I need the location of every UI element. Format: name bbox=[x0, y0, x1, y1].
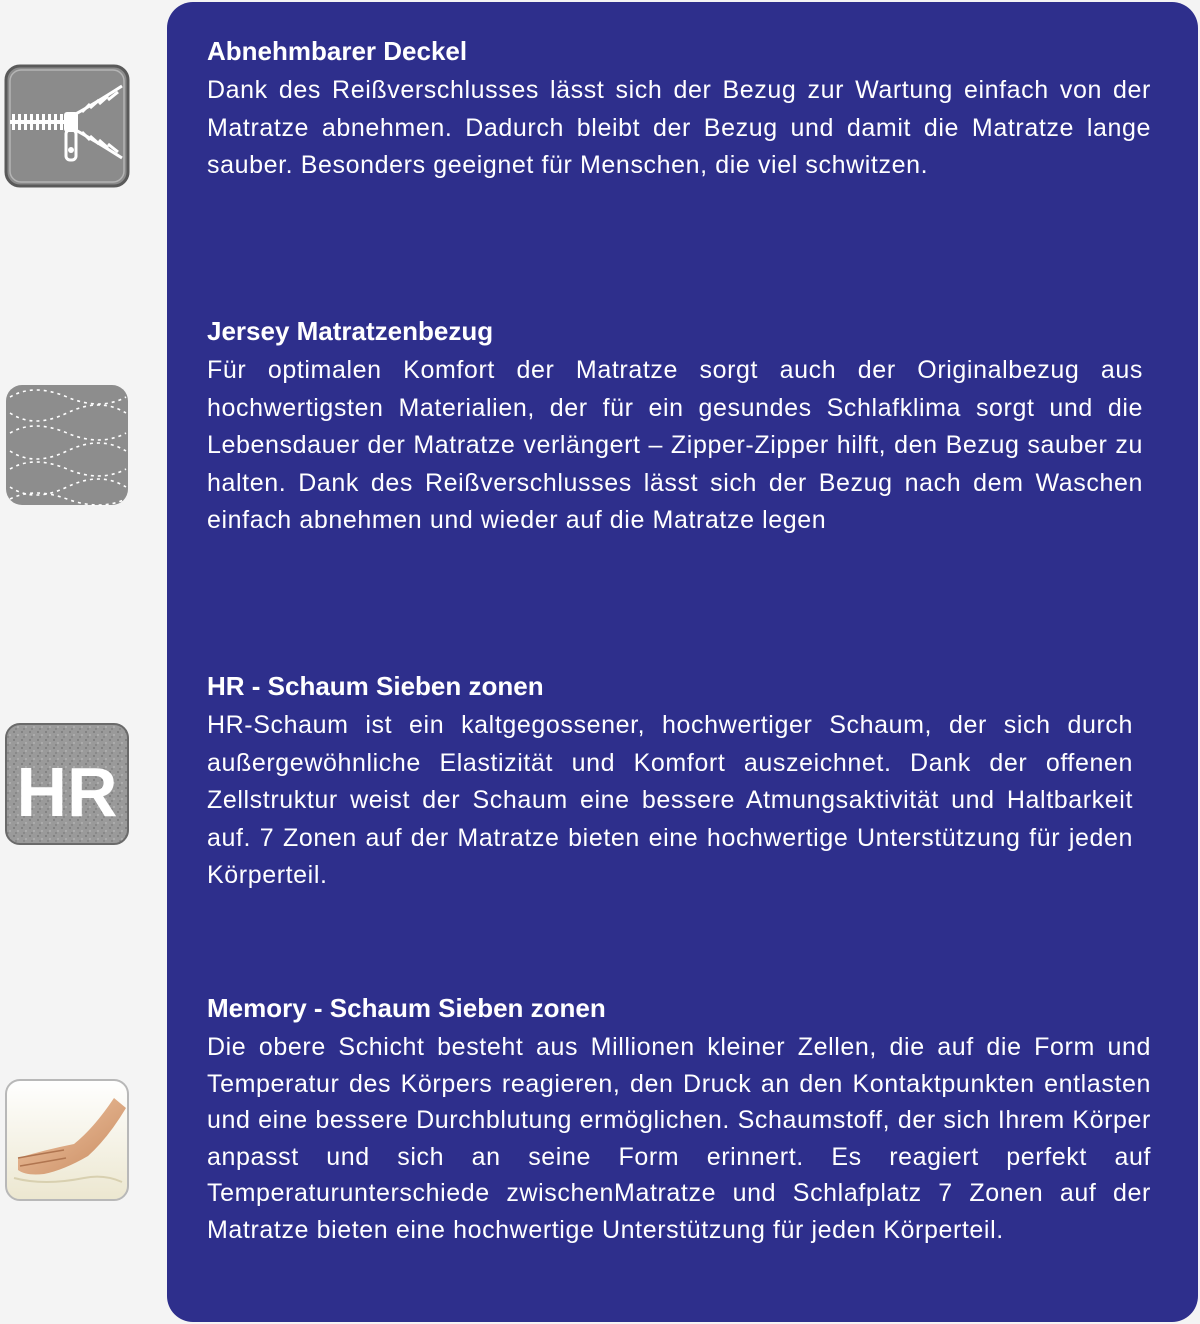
section-removable-cover bbox=[207, 36, 1151, 185]
section-text: Dank des Reißverschlusses lässt sich der Bezug zur Wartung einfach von der Matratze abnehmen. Dadurch bleibt der Bezug und damit die Matratze lange sauber. Besonders geeignet für Menschen, die viel schwitzen. bbox=[207, 76, 1151, 179]
section-title: Jersey Matratzenbezug bbox=[207, 316, 494, 346]
section-title: HR - Schaum Sieben zonen bbox=[207, 671, 544, 701]
section-text: Die obere Schicht besteht aus Millionen kleiner Zellen, die auf die Form und Temperatur des Körpers reagieren, den Druck an den Kontaktpunkten entlasten und eine bessere Durchblutung ermöglichen. Schaumstoff, der sich Ihrem Körper anpasst und sich an seine Form erinnert. Es reagiert perfekt auf Temperaturunterschiede zwischenMatratze und Schlafplatz 7 Zonen auf der Matratze bieten eine hochwertige Unterstützung für jeden Körperteil. bbox=[207, 1033, 1151, 1244]
section-text: Für optimalen Komfort der Matratze sorgt auch der Originalbezug aus hochwertigsten Materialien, der für ein gesundes Schlafklima sorgt und die Lebensdauer der Matratze verlängert – Zipper-Zipper hilft, den Bezug sauber zu halten. Dank des Reißverschlusses lässt sich der Bezug nach dem Waschen einfach abnehmen und wieder auf die Matratze legen bbox=[207, 356, 1143, 534]
section-memory-foam bbox=[207, 993, 1151, 1248]
section-title: Memory - Schaum Sieben zonen bbox=[207, 993, 606, 1023]
quilted-fabric-icon bbox=[4, 383, 130, 507]
section-text: HR-Schaum ist ein kaltgegossener, hochwertiger Schaum, der sich durch außergewöhnliche Elastizität und Komfort auszeichnet. Dank der offenen Zellstruktur weist der Schaum eine bessere Atmungsaktivität und Haltbarkeit auf. 7 Zonen auf der Matratze bieten eine hochwertige Unterstützung für jeden Körperteil. bbox=[207, 711, 1133, 889]
hr-foam-icon bbox=[4, 722, 130, 846]
section-title: Abnehmbarer Deckel bbox=[207, 36, 468, 66]
memory-foam-hand-icon bbox=[4, 1078, 130, 1202]
hr-icon-label: HR bbox=[16, 753, 118, 831]
section-jersey-cover bbox=[207, 316, 1143, 540]
section-hr-foam bbox=[207, 671, 1133, 895]
zipper-icon bbox=[4, 64, 130, 188]
